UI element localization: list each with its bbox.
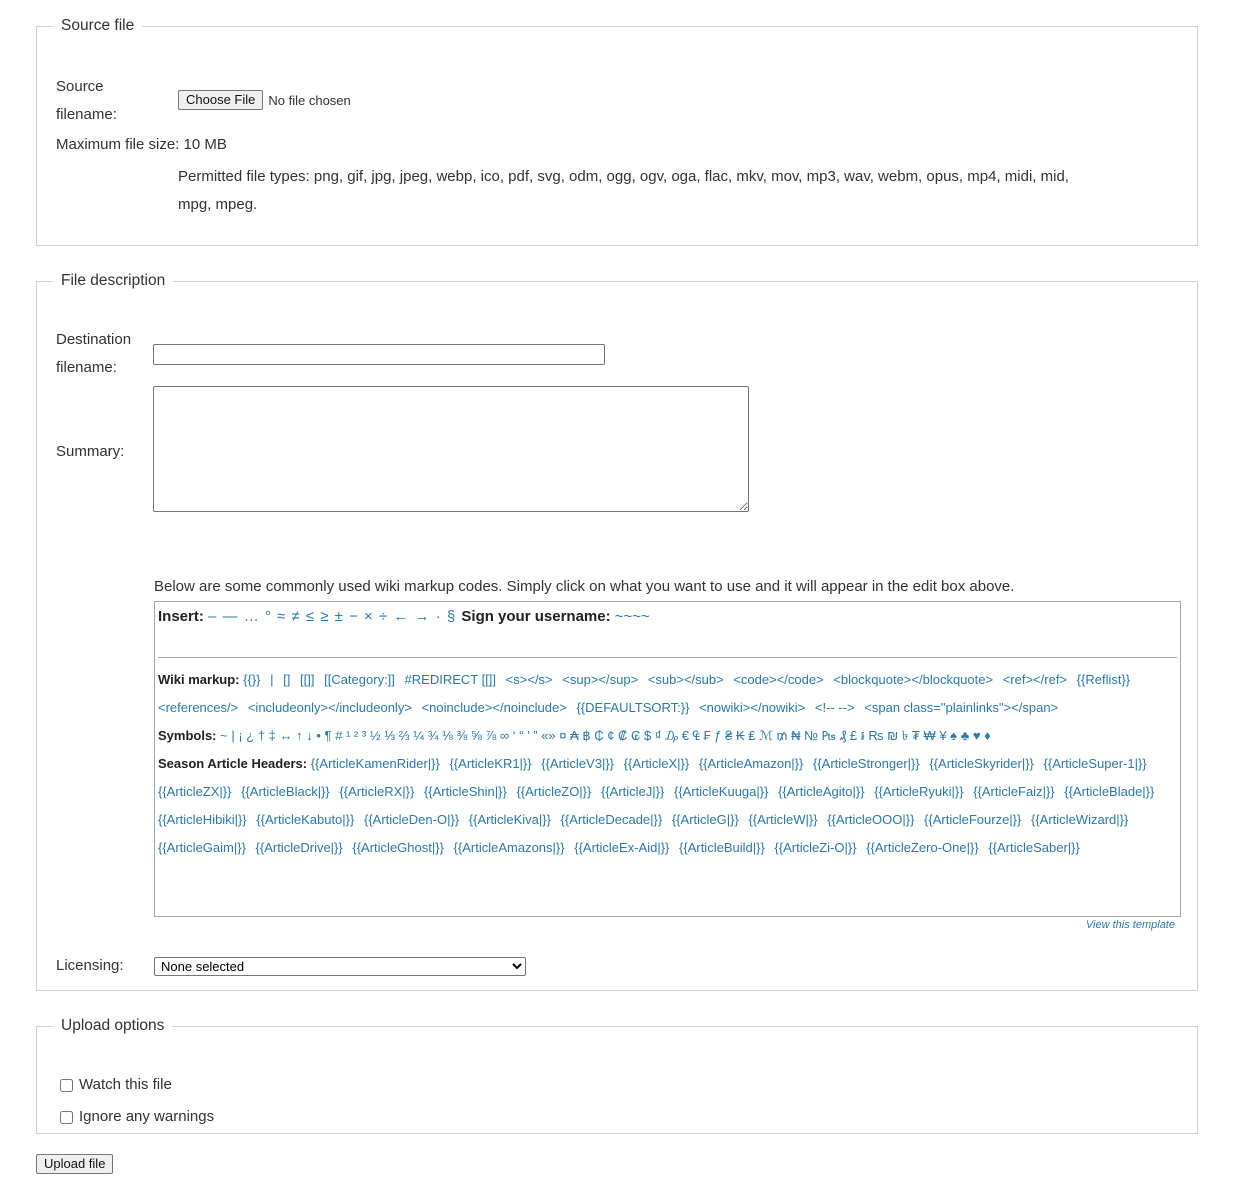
wiki-markup-link[interactable]: [[]] [300, 672, 315, 687]
season-header-link[interactable]: {{ArticleDrive|}} [255, 840, 343, 855]
season-header-link[interactable]: {{ArticleZero-One|}} [866, 840, 979, 855]
season-header-link[interactable]: {{ArticleKR1|}} [449, 756, 532, 771]
insert-char-link[interactable]: · [435, 608, 441, 625]
sign-username-label: Sign your username: [461, 608, 611, 625]
wiki-markup-link[interactable]: <ref></ref> [1002, 672, 1068, 687]
source-filename-label-line2: filename: [56, 106, 117, 123]
file-description-legend: File description [61, 272, 166, 289]
edittools-separator [158, 657, 1177, 658]
edittools-box [154, 601, 1181, 917]
wiki-markup-link[interactable]: {{}} [243, 672, 261, 687]
upload-file-button[interactable]: Upload file [36, 1154, 113, 1174]
season-header-link[interactable]: {{ArticleBuild|}} [679, 840, 765, 855]
wiki-markup-link[interactable]: <span class="plainlinks"></span> [864, 700, 1059, 715]
season-headers-label: Season Article Headers: [158, 756, 308, 771]
season-header-link[interactable]: {{ArticleSaber|}} [988, 840, 1080, 855]
wiki-markup-link[interactable]: <!-- --> [814, 700, 855, 715]
season-header-link[interactable]: {{ArticleRX|}} [339, 784, 415, 799]
wiki-markup-link[interactable]: <nowiki></nowiki> [699, 700, 806, 715]
watch-file-option[interactable] [60, 1071, 172, 1099]
insert-char-link[interactable]: ≈ [277, 608, 286, 625]
season-header-link[interactable]: {{ArticleSuper-1|}} [1043, 756, 1147, 771]
season-header-link[interactable]: {{ArticleG|}} [671, 812, 739, 827]
ignore-warnings-option[interactable] [60, 1103, 214, 1131]
ignore-warnings-label: Ignore any warnings [79, 1108, 215, 1125]
max-file-size: Maximum file size: 10 MB [56, 136, 227, 153]
insert-char-link[interactable]: ← [393, 608, 409, 625]
insert-char-link[interactable]: § [446, 608, 456, 625]
source-file-fieldset [36, 17, 1198, 246]
source-file-legend: Source file [61, 17, 135, 34]
season-header-link[interactable]: {{ArticleSkyrider|}} [929, 756, 1034, 771]
wiki-markup-link[interactable]: <references/> [158, 700, 239, 715]
destination-filename-input[interactable] [153, 344, 605, 365]
season-header-link[interactable]: {{ArticleZX|}} [158, 784, 232, 799]
permitted-file-types [178, 163, 1178, 219]
insert-label: Insert: [158, 608, 204, 625]
season-header-link[interactable]: {{ArticleBlade|}} [1064, 784, 1155, 799]
season-header-link[interactable]: {{ArticleAgito|}} [778, 784, 865, 799]
season-header-link[interactable]: {{ArticleHibiki|}} [158, 812, 247, 827]
insert-char-link[interactable]: − [349, 608, 358, 625]
symbols-label: Symbols: [158, 728, 217, 743]
season-header-link[interactable]: {{ArticleAmazon|}} [698, 756, 804, 771]
season-header-link[interactable]: {{ArticleJ|}} [601, 784, 665, 799]
wiki-markup-items [158, 672, 1136, 715]
season-header-items [158, 756, 1160, 855]
watch-file-checkbox[interactable] [60, 1079, 73, 1092]
destination-filename-label-line2: filename: [56, 359, 117, 376]
season-header-link[interactable]: {{ArticleWizard|}} [1031, 812, 1129, 827]
choose-file-button[interactable]: Choose File [178, 90, 263, 110]
destination-filename-label-line1: Destination [56, 331, 132, 348]
season-header-link[interactable]: {{ArticleKiva|}} [468, 812, 551, 827]
wiki-markup-link[interactable]: <s></s> [505, 672, 553, 687]
licensing-label: Licensing: [56, 957, 124, 974]
insert-char-link[interactable]: ± [334, 608, 343, 625]
wiki-markup-row [158, 666, 1177, 722]
season-header-link[interactable]: {{ArticleEx-Aid|}} [574, 840, 670, 855]
summary-label: Summary: [56, 443, 125, 460]
insert-row [158, 603, 1177, 631]
wiki-markup-link[interactable]: | [270, 672, 274, 687]
season-header-link[interactable]: {{ArticleZi-O|}} [774, 840, 857, 855]
season-header-link[interactable]: {{ArticleDen-O|}} [363, 812, 460, 827]
season-header-link[interactable]: {{ArticleDecade|}} [560, 812, 663, 827]
insert-char-link[interactable]: … [243, 608, 259, 625]
season-header-link[interactable]: {{ArticleShin|}} [423, 784, 507, 799]
insert-chars [208, 608, 461, 625]
season-header-link[interactable]: {{ArticleV3|}} [541, 756, 615, 771]
wiki-markup-link[interactable]: <includeonly></includeonly> [247, 700, 412, 715]
season-header-link[interactable]: {{ArticleKamenRider|}} [310, 756, 440, 771]
symbols-chars[interactable]: ~ | ¡ ¿ † ‡ ↔ ↑ ↓ • ¶ # ¹ ² ³ ½ ⅓ ⅔ ¼ ¾ ⅛ ⅜ ⅝ ⅞ ∞ ‘ “ ’ ” «» ¤ ₳ ฿ ₵ ¢ ₡ ₢ $ ₫ ₯ € ₠ ₣ ƒ ₴ ₭ ₤ ℳ ₥ ₦ № ₧ ₰ £ ៛ ₨ ₪ ৳ ₮ ₩ ¥ ♠ ♣ ♥ ♦ [220, 728, 991, 743]
watch-file-label: Watch this file [79, 1076, 172, 1093]
upload-options-legend: Upload options [61, 1017, 165, 1034]
season-header-link[interactable]: {{ArticleKabuto|}} [256, 812, 355, 827]
season-header-link[interactable]: {{ArticleFourze|}} [924, 812, 1022, 827]
wiki-markup-link[interactable]: #REDIRECT [[]] [404, 672, 497, 687]
file-picker [178, 90, 351, 110]
season-header-link[interactable]: {{ArticleFaiz|}} [973, 784, 1055, 799]
wiki-markup-link[interactable]: {{Reflist}} [1076, 672, 1131, 687]
permitted-file-types-line2: mpg, mpeg. [178, 196, 258, 213]
source-filename-label [56, 73, 117, 129]
insert-char-link[interactable]: – [208, 608, 217, 625]
wiki-markup-link[interactable]: <sup></sup> [562, 672, 639, 687]
wiki-markup-link[interactable]: <blockquote></blockquote> [833, 672, 994, 687]
season-header-link[interactable]: {{ArticleGhost|}} [352, 840, 444, 855]
season-header-link[interactable]: {{ArticleW|}} [748, 812, 818, 827]
insert-char-link[interactable]: ° [264, 608, 271, 625]
upload-options-fieldset [36, 1017, 1198, 1134]
symbols-row [158, 722, 1177, 750]
season-header-link[interactable]: {{ArticleGaim|}} [158, 840, 246, 855]
wiki-markup-link[interactable]: [[Category:]] [324, 672, 395, 687]
licensing-select[interactable] [154, 957, 526, 976]
season-header-link[interactable]: {{ArticleZO|}} [516, 784, 592, 799]
season-header-link[interactable]: {{ArticleRyuki|}} [874, 784, 964, 799]
insert-char-link[interactable]: — [222, 608, 238, 625]
wiki-markup-link[interactable]: <noinclude></noinclude> [421, 700, 567, 715]
season-header-link[interactable]: {{ArticleKuuga|}} [674, 784, 769, 799]
ignore-warnings-checkbox[interactable] [60, 1111, 73, 1124]
wiki-markup-link[interactable]: <sub></sub> [647, 672, 724, 687]
insert-char-link[interactable]: → [414, 608, 430, 625]
view-template-link[interactable]: View this template [1085, 919, 1175, 931]
season-header-link[interactable]: {{ArticleStronger|}} [813, 756, 920, 771]
permitted-file-types-line1: Permitted file types: png, gif, jpg, jpeg, webp, ico, pdf, svg, odm, ogg, ogv, oga, flac, mkv, mov, mp3, wav, webm, opus, mp4, midi, mid, [178, 168, 1069, 185]
markup-help-text: Below are some commonly used wiki markup codes. Simply click on what you want to use and it will appear in the edit box above. [154, 578, 1015, 595]
sign-username-link[interactable]: ~~~~ [614, 608, 650, 625]
file-description-fieldset [36, 272, 1198, 991]
wiki-markup-link[interactable]: <code></code> [733, 672, 824, 687]
source-filename-label-line1: Source [56, 78, 104, 95]
markup-rows [158, 666, 1177, 862]
wiki-markup-link[interactable]: [] [283, 672, 291, 687]
season-header-link[interactable]: {{ArticleX|}} [623, 756, 690, 771]
destination-filename-label [56, 326, 131, 382]
no-file-chosen-text: No file chosen [268, 92, 351, 108]
insert-char-link[interactable]: ≥ [320, 608, 329, 625]
insert-char-link[interactable]: × [364, 608, 373, 625]
season-header-link[interactable]: {{ArticleOOO|}} [827, 812, 915, 827]
season-header-link[interactable]: {{ArticleBlack|}} [241, 784, 330, 799]
season-header-link[interactable]: {{ArticleAmazons|}} [453, 840, 565, 855]
insert-char-link[interactable]: ≠ [291, 608, 300, 625]
wiki-markup-link[interactable]: {{DEFAULTSORT:}} [576, 700, 690, 715]
season-headers-row [158, 750, 1177, 862]
insert-char-link[interactable]: ≤ [305, 608, 315, 625]
wiki-markup-label: Wiki markup: [158, 672, 240, 687]
summary-textarea[interactable] [153, 386, 749, 512]
insert-char-link[interactable]: ÷ [378, 608, 388, 625]
